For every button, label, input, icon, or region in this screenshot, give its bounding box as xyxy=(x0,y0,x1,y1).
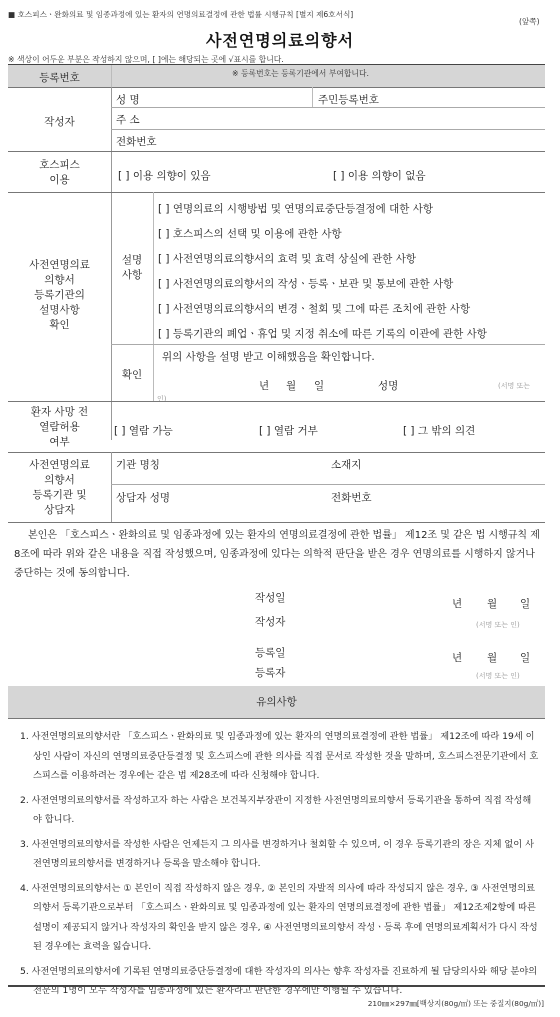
registrar-sign-label[interactable]: 등록자 xyxy=(255,667,286,679)
explain-sub-label: 설명 사항 xyxy=(121,254,143,281)
hospice-label: 호스피스 이용 xyxy=(39,159,80,186)
reg-date-label: 등록일 xyxy=(255,647,286,659)
confirm-text: 위의 사항을 설명 받고 이해했음을 확인합니다. xyxy=(162,351,375,363)
note-item-4: 4. 사전연명의료의향서는 ① 본인이 직접 작성하지 않은 경우, ② 본인의 자발적 의사에 따라 작성되지 않은 경우, ③ 사전연명의료의향서 등록기관으로부터 「호스피스ㆍ완화의료 및 임종과정에 있는 환자의 연명의료결정에 관한 법률」 제12조제2항에 따른 설명이 제공되지 않거나 작성자의 확인을 받지 않은 경우, ④ 사전연명의료의향서 작성ㆍ등록 후에 연명의료계획서가 다시 작성된 경우에는 효력을 잃습니다. xyxy=(20,882,538,952)
confirm-day: 일 xyxy=(314,380,325,392)
agency-location-field[interactable]: 소재지 xyxy=(331,459,362,471)
write-year: 년 xyxy=(452,598,463,610)
counselor-name-field[interactable]: 상담자 성명 xyxy=(116,492,171,504)
writer-phone-field[interactable]: 전화번호 xyxy=(116,136,157,148)
agency-label: 사전연명의료 의향서 등록기관 및 상담자 xyxy=(29,459,90,516)
explain-item-1[interactable]: [ ] 연명의료의 시행방법 및 연명의료중단등결정에 대한 사항 xyxy=(158,203,433,215)
explain-item-4[interactable]: [ ] 사전연명의료의향서의 작성ㆍ등록ㆍ보관 및 통보에 관한 사항 xyxy=(158,278,454,290)
confirm-month: 월 xyxy=(286,380,297,392)
reg-no-label: 등록번호 xyxy=(39,72,80,84)
registrar-sign-note: (서명 또는 인) xyxy=(476,672,520,680)
explain-item-2[interactable]: [ ] 호스피스의 선택 및 이용에 관한 사항 xyxy=(158,228,342,240)
explain-label: 사전연명의료 의향서 등록기관의 설명사항 확인 xyxy=(29,259,90,331)
paper-spec: 210㎜×297㎜[백상지(80g/㎡) 또는 중질지(80g/㎡)] xyxy=(367,999,544,1008)
page-side-label: (앞쪽) xyxy=(519,17,540,26)
confirm-sign-note-b: 인) xyxy=(157,395,167,403)
hospice-no-option[interactable]: [ ] 이용 의향이 없음 xyxy=(333,170,426,182)
instruction-note: ※ 색상이 어두운 부분은 작성하지 않으며, [ ]에는 해당되는 곳에 √표시를 합니다. xyxy=(8,55,284,64)
writer-sign-note: (서명 또는 인) xyxy=(476,621,520,629)
hospice-yes-option[interactable]: [ ] 이용 의향이 있음 xyxy=(118,170,211,182)
write-day: 일 xyxy=(520,598,531,610)
consent-statement: 본인은 「호스피스ㆍ완화의료 및 임종과정에 있는 환자의 연명의료결정에 관한 법률」 제12조 및 같은 법 시행규칙 제8조에 따라 위와 같은 내용을 직접 작성했으며, 임종과정에 있다는 의학적 판단을 받은 경우 연명의료를 시행하지 않거나 중단하는 것에 동의합니다. xyxy=(14,530,540,579)
form-title: 사전연명의료의향서 xyxy=(205,31,355,50)
writer-label: 작성자 xyxy=(44,116,75,128)
counselor-phone-field[interactable]: 전화번호 xyxy=(331,492,372,504)
writer-rrn-field[interactable]: 주민등록번호 xyxy=(318,94,379,106)
note-item-2: 2. 사전연명의료의향서를 작성하고자 하는 사람은 보건복지부장관이 지정한 사전연명의료의향서 등록기관을 통하여 직접 작성해야 합니다. xyxy=(20,794,532,825)
write-date-label: 작성일 xyxy=(255,592,286,604)
notes-list xyxy=(20,727,540,1001)
confirm-label: 확인 xyxy=(121,369,143,381)
reg-day: 일 xyxy=(520,652,531,664)
confirm-sign-note-a: (서명 또는 xyxy=(498,382,531,390)
note-item-5: 5. 사전연명의료의향서에 기록된 연명의료중단등결정에 대한 작성자의 의사는 향후 작성자를 진료하게 될 담당의사와 해당 분야의 전문의 1명이 모두 작성자를 임종과정에 있는 환자라고 판단한 경우에만 이행될 수 있습니다. xyxy=(20,965,538,996)
view-allow-option[interactable]: [ ] 열람 가능 xyxy=(114,425,173,437)
writer-sign-label[interactable]: 작성자 xyxy=(255,616,286,628)
agency-name-field[interactable]: 기관 명칭 xyxy=(116,459,160,471)
reg-month: 월 xyxy=(487,652,498,664)
confirm-year: 년 xyxy=(259,380,270,392)
bottom-rule xyxy=(8,985,545,987)
view-deny-option[interactable]: [ ] 열람 거부 xyxy=(259,425,318,437)
writer-name-field[interactable]: 성 명 xyxy=(116,94,140,106)
notes-title: 유의사항 xyxy=(256,696,297,708)
law-reference: ■ 호스피스ㆍ완화의료 및 임종과정에 있는 환자의 연명의료결정에 관한 법률 시행규칙 [별지 제6호서식] xyxy=(8,10,354,19)
view-other-option[interactable]: [ ] 그 밖의 의견 xyxy=(403,425,476,437)
writer-address-field[interactable]: 주 소 xyxy=(116,114,140,126)
reg-year: 년 xyxy=(452,652,463,664)
note-item-3: 3. 사전연명의료의향서를 작성한 사람은 언제든지 그 의사를 변경하거나 철회할 수 있으며, 이 경우 등록기관의 장은 지체 없이 사전연명의료의향서를 변경하거나 등록을 말소해야 합니다. xyxy=(20,838,534,869)
explain-item-5[interactable]: [ ] 사전연명의료의향서의 변경ㆍ철회 및 그에 따른 조치에 관한 사항 xyxy=(158,303,471,315)
write-month: 월 xyxy=(487,598,498,610)
note-item-1: 1. 사전연명의료의향서란 「호스피스ㆍ완화의료 및 임종과정에 있는 환자의 연명의료결정에 관한 법률」 제12조에 따라 19세 이상인 사람이 자신의 연명의료중단등결정 및 호스피스에 관한 의사를 직접 문서로 작성한 것을 말하며, 호스피스전문기관에서 호스피스를 이용하려는 경우에는 같은 법 제28조에 따라 신청해야 합니다. xyxy=(20,731,539,781)
explain-item-3[interactable]: [ ] 사전연명의료의향서의 효력 및 효력 상실에 관한 사항 xyxy=(158,253,417,265)
reg-no-note: ※ 등록번호는 등록기관에서 부여합니다. xyxy=(232,69,369,78)
view-permission-label: 환자 사망 전 열람허용 여부 xyxy=(30,406,89,448)
explain-item-6[interactable]: [ ] 등록기관의 폐업ㆍ휴업 및 지정 취소에 따른 기록의 이관에 관한 사항 xyxy=(158,328,487,340)
confirm-sign-label[interactable]: 성명 xyxy=(378,380,399,392)
